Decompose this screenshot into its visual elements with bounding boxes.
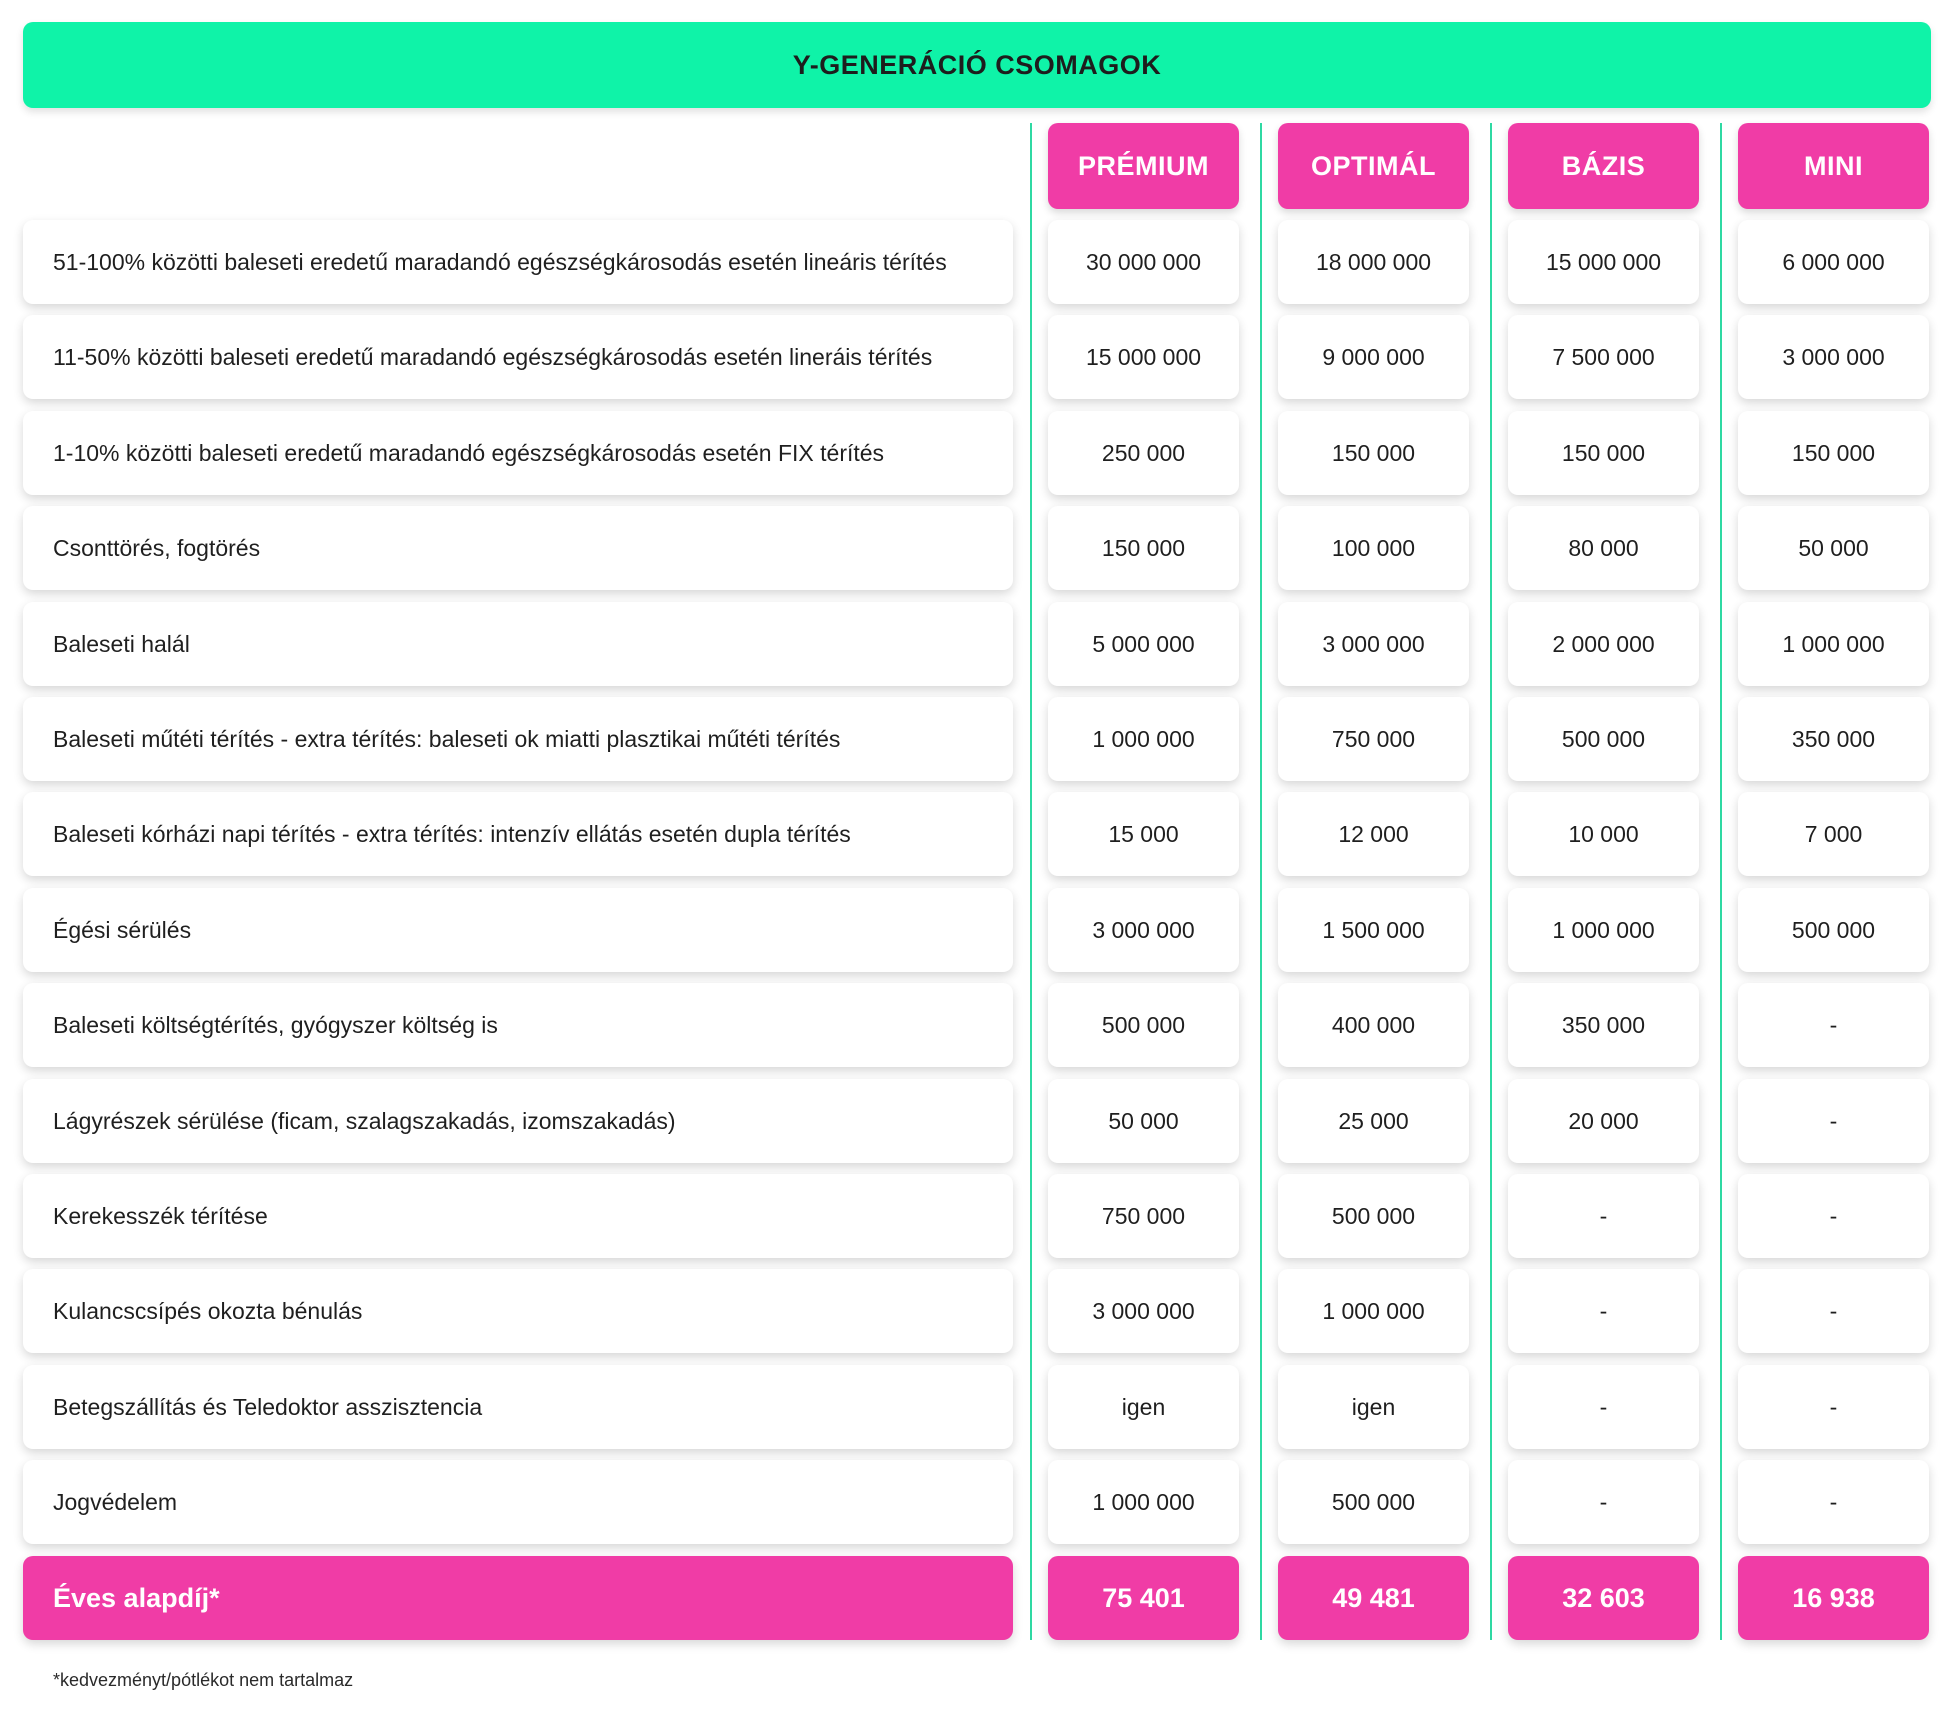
row-value-optimal: 500 000 <box>1278 1174 1469 1258</box>
row-value-optimal: 400 000 <box>1278 983 1469 1067</box>
row-value-mini: 500 000 <box>1738 888 1929 972</box>
row-value-mini: - <box>1738 1174 1929 1258</box>
row-value-optimal: 1 000 000 <box>1278 1269 1469 1353</box>
row-value-mini: 3 000 000 <box>1738 315 1929 399</box>
row-value-premium: 50 000 <box>1048 1079 1239 1163</box>
row-label: Baleseti költségtérítés, gyógyszer költség is <box>23 983 1013 1067</box>
column-divider <box>1260 123 1262 1640</box>
row-value-premium: 5 000 000 <box>1048 602 1239 686</box>
row-value-optimal: 150 000 <box>1278 411 1469 495</box>
row-value-mini: 350 000 <box>1738 697 1929 781</box>
total-value-bazis: 32 603 <box>1508 1556 1699 1640</box>
row-label: 11-50% közötti baleseti eredetű maradandó egészségkárosodás esetén lineráis térítés <box>23 315 1013 399</box>
row-value-premium: igen <box>1048 1365 1239 1449</box>
footnote: *kedvezményt/pótlékot nem tartalmaz <box>53 1670 354 1690</box>
row-value-optimal: 18 000 000 <box>1278 220 1469 304</box>
row-value-optimal: 9 000 000 <box>1278 315 1469 399</box>
row-value-mini: 6 000 000 <box>1738 220 1929 304</box>
row-value-premium: 750 000 <box>1048 1174 1239 1258</box>
row-label: Jogvédelem <box>23 1460 1013 1544</box>
column-divider <box>1490 123 1492 1640</box>
row-value-bazis: 20 000 <box>1508 1079 1699 1163</box>
column-divider <box>1030 123 1032 1640</box>
row-value-optimal: 25 000 <box>1278 1079 1469 1163</box>
row-label: Baleseti halál <box>23 602 1013 686</box>
row-value-mini: - <box>1738 1079 1929 1163</box>
row-value-optimal: 3 000 000 <box>1278 602 1469 686</box>
row-value-bazis: 500 000 <box>1508 697 1699 781</box>
row-value-bazis: 350 000 <box>1508 983 1699 1067</box>
row-value-premium: 3 000 000 <box>1048 888 1239 972</box>
row-value-optimal: 1 500 000 <box>1278 888 1469 972</box>
row-value-optimal: 12 000 <box>1278 792 1469 876</box>
row-value-optimal: 750 000 <box>1278 697 1469 781</box>
row-value-optimal: 500 000 <box>1278 1460 1469 1544</box>
row-value-mini: - <box>1738 1269 1929 1353</box>
row-label: Kulancscsípés okozta bénulás <box>23 1269 1013 1353</box>
row-value-premium: 500 000 <box>1048 983 1239 1067</box>
row-value-optimal: igen <box>1278 1365 1469 1449</box>
row-value-premium: 15 000 000 <box>1048 315 1239 399</box>
total-label: Éves alapdíj* <box>23 1556 1013 1640</box>
row-value-mini: 150 000 <box>1738 411 1929 495</box>
total-value-mini: 16 938 <box>1738 1556 1929 1640</box>
row-label: Baleseti kórházi napi térítés - extra térítés: intenzív ellátás esetén dupla térítés <box>23 792 1013 876</box>
row-label: Lágyrészek sérülése (ficam, szalagszakadás, izomszakadás) <box>23 1079 1013 1163</box>
row-value-bazis: 15 000 000 <box>1508 220 1699 304</box>
row-value-premium: 30 000 000 <box>1048 220 1239 304</box>
row-label: Kerekesszék térítése <box>23 1174 1013 1258</box>
row-value-bazis: 7 500 000 <box>1508 315 1699 399</box>
page-title: Y-GENERÁCIÓ CSOMAGOK <box>23 22 1931 108</box>
row-value-premium: 3 000 000 <box>1048 1269 1239 1353</box>
column-header-mini: MINI <box>1738 123 1929 209</box>
row-value-optimal: 100 000 <box>1278 506 1469 590</box>
row-value-premium: 15 000 <box>1048 792 1239 876</box>
row-label: 51-100% közötti baleseti eredetű maradandó egészségkárosodás esetén lineáris térítés <box>23 220 1013 304</box>
row-value-mini: - <box>1738 1365 1929 1449</box>
row-value-mini: 50 000 <box>1738 506 1929 590</box>
row-value-mini: - <box>1738 1460 1929 1544</box>
column-header-premium: PRÉMIUM <box>1048 123 1239 209</box>
row-value-premium: 1 000 000 <box>1048 1460 1239 1544</box>
row-label: Baleseti műtéti térítés - extra térítés: baleseti ok miatti plasztikai műtéti térítés <box>23 697 1013 781</box>
row-value-bazis: - <box>1508 1174 1699 1258</box>
row-label: Égési sérülés <box>23 888 1013 972</box>
row-label: Betegszállítás és Teledoktor asszisztencia <box>23 1365 1013 1449</box>
row-value-bazis: - <box>1508 1460 1699 1544</box>
row-label: 1-10% közötti baleseti eredetű maradandó egészségkárosodás esetén FIX térítés <box>23 411 1013 495</box>
row-value-bazis: 2 000 000 <box>1508 602 1699 686</box>
row-value-premium: 250 000 <box>1048 411 1239 495</box>
row-label: Csonttörés, fogtörés <box>23 506 1013 590</box>
row-value-bazis: 80 000 <box>1508 506 1699 590</box>
row-value-bazis: 10 000 <box>1508 792 1699 876</box>
column-divider <box>1720 123 1722 1640</box>
row-value-bazis: 150 000 <box>1508 411 1699 495</box>
row-value-bazis: - <box>1508 1269 1699 1353</box>
total-value-premium: 75 401 <box>1048 1556 1239 1640</box>
row-value-bazis: - <box>1508 1365 1699 1449</box>
row-value-bazis: 1 000 000 <box>1508 888 1699 972</box>
column-header-bazis: BÁZIS <box>1508 123 1699 209</box>
row-value-premium: 1 000 000 <box>1048 697 1239 781</box>
row-value-mini: - <box>1738 983 1929 1067</box>
column-header-optimal: OPTIMÁL <box>1278 123 1469 209</box>
row-value-premium: 150 000 <box>1048 506 1239 590</box>
row-value-mini: 7 000 <box>1738 792 1929 876</box>
total-value-optimal: 49 481 <box>1278 1556 1469 1640</box>
row-value-mini: 1 000 000 <box>1738 602 1929 686</box>
